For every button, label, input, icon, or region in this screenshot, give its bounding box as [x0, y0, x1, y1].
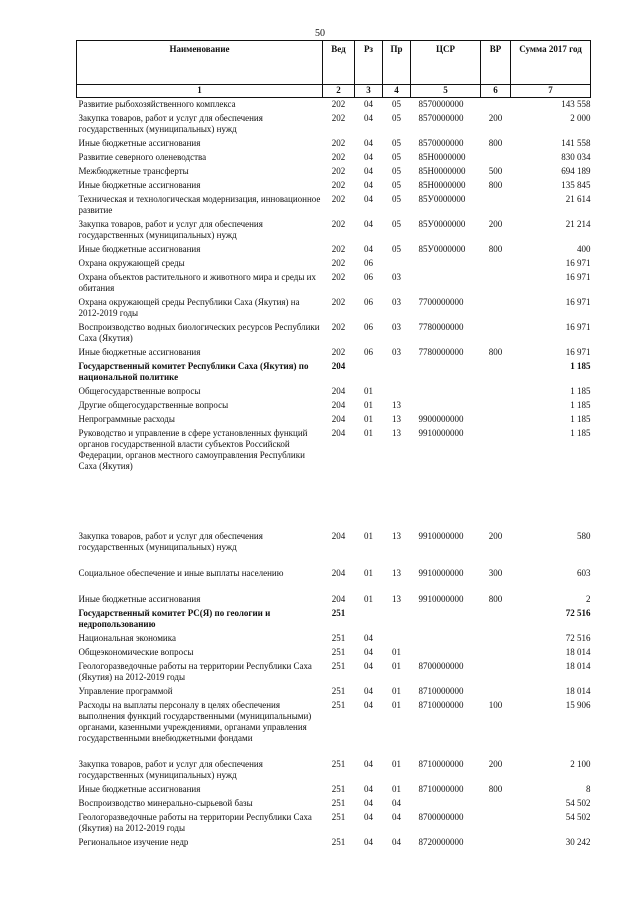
- row-vr: 100: [488, 700, 503, 710]
- row-name: Иные бюджетные ассигнования: [78, 244, 201, 254]
- table-row: [77, 427, 591, 530]
- table-row: [77, 836, 591, 850]
- row-vr: 200: [488, 219, 503, 229]
- row-rz: 04: [364, 138, 373, 148]
- row-csr: [411, 360, 481, 385]
- row-rz: 04: [364, 686, 373, 696]
- row-vr: [481, 685, 511, 699]
- row-sum: 54 502: [565, 798, 591, 808]
- row-ved: 202: [331, 244, 346, 254]
- row-pr: 01: [392, 700, 401, 710]
- budget-table: [76, 40, 591, 850]
- row-rz: 04: [364, 700, 373, 710]
- row-name: Иные бюджетные ассигнования: [78, 784, 201, 794]
- budget-table-container: [76, 40, 590, 850]
- table-row: [77, 530, 591, 567]
- row-vr: [481, 632, 511, 646]
- row-sum: 18 014: [565, 661, 591, 671]
- row-name: Закупка товаров, работ и услуг для обеспечения государственных (муниципальных) нужд: [78, 219, 263, 240]
- row-rz: 04: [364, 244, 373, 254]
- row-vr: 200: [488, 759, 503, 769]
- row-pr: [383, 257, 411, 271]
- row-name: Общегосударственные вопросы: [78, 386, 201, 396]
- row-vr: [481, 413, 511, 427]
- row-csr: 9910000000: [418, 594, 464, 604]
- row-ved: 251: [331, 837, 346, 847]
- row-ved: 204: [331, 568, 346, 578]
- row-rz: 04: [364, 219, 373, 229]
- row-csr: [411, 646, 481, 660]
- row-pr: 05: [392, 194, 401, 204]
- row-rz: 06: [364, 322, 373, 332]
- row-sum: 2 000: [570, 113, 591, 123]
- row-sum: 830 034: [561, 152, 591, 162]
- row-csr: 85Н0000000: [418, 152, 466, 162]
- row-sum: 21 614: [565, 194, 591, 204]
- table-row: [77, 567, 591, 593]
- row-rz: 04: [364, 647, 373, 657]
- row-sum: 143 558: [561, 99, 591, 109]
- row-pr: [383, 632, 411, 646]
- row-ved: 251: [331, 812, 346, 822]
- row-name: Развитие северного оленеводства: [78, 152, 207, 162]
- row-rz: 04: [364, 837, 373, 847]
- row-csr: 8710000000: [418, 759, 464, 769]
- table-row: [77, 413, 591, 427]
- row-csr: 8570000000: [418, 113, 464, 123]
- table-row: [77, 360, 591, 385]
- table-row: [77, 296, 591, 321]
- row-name: Иные бюджетные ассигнования: [78, 138, 201, 148]
- row-sum: 1 185: [570, 361, 591, 371]
- row-rz: 01: [364, 386, 373, 396]
- table-row: [77, 660, 591, 685]
- row-sum: 1 185: [570, 414, 591, 424]
- row-vr: 800: [488, 138, 503, 148]
- row-csr: 7780000000: [418, 322, 464, 332]
- row-ved: 204: [331, 428, 346, 438]
- row-ved: 202: [331, 272, 346, 282]
- row-sum: 8: [586, 784, 591, 794]
- row-vr: [481, 607, 511, 632]
- row-rz: 04: [364, 661, 373, 671]
- column-number: 1: [77, 85, 323, 98]
- row-ved: 251: [331, 759, 346, 769]
- row-name: Геологоразведочные работы на территории Республики Саха (Якутия) на 2012-2019 годы: [78, 661, 312, 682]
- header-csr: ЦСР: [411, 41, 481, 85]
- row-rz: [355, 360, 383, 385]
- row-name: Охрана окружающей среды: [78, 258, 185, 268]
- row-sum: 16 971: [565, 272, 591, 282]
- row-name: Геологоразведочные работы на территории Республики Саха (Якутия) на 2012-2019 годы: [78, 812, 312, 833]
- row-vr: [481, 360, 511, 385]
- row-pr: 13: [392, 594, 401, 604]
- row-rz: 04: [364, 194, 373, 204]
- row-rz: 06: [364, 258, 373, 268]
- column-number: 5: [411, 85, 481, 98]
- row-ved: 202: [331, 194, 346, 204]
- row-pr: 03: [392, 322, 401, 332]
- row-sum: 16 971: [565, 258, 591, 268]
- row-vr: [481, 385, 511, 399]
- row-ved: 251: [331, 661, 346, 671]
- row-ved: 202: [331, 166, 346, 176]
- row-ved: 202: [331, 297, 346, 307]
- row-name: Управление программой: [78, 686, 173, 696]
- row-pr: [383, 607, 411, 632]
- column-number-row: [77, 85, 591, 98]
- table-row: [77, 112, 591, 137]
- row-ved: 202: [331, 152, 346, 162]
- row-rz: 06: [364, 347, 373, 357]
- row-pr: 04: [392, 837, 401, 847]
- row-csr: 8710000000: [418, 700, 464, 710]
- row-vr: 200: [488, 113, 503, 123]
- row-name: Другие общегосударственные вопросы: [78, 400, 229, 410]
- row-csr: [411, 632, 481, 646]
- row-rz: 01: [364, 400, 373, 410]
- row-pr: 05: [392, 180, 401, 190]
- column-number: 7: [511, 85, 591, 98]
- row-sum: 54 502: [565, 812, 591, 822]
- row-csr: [411, 271, 481, 296]
- row-ved: 251: [331, 700, 346, 710]
- table-row: [77, 399, 591, 413]
- row-ved: 202: [331, 180, 346, 190]
- row-vr: [481, 399, 511, 413]
- row-pr: 05: [392, 166, 401, 176]
- row-sum: 30 242: [565, 837, 591, 847]
- row-pr: 05: [392, 152, 401, 162]
- row-ved: 202: [331, 347, 346, 357]
- row-sum: 72 516: [565, 608, 591, 618]
- row-rz: 04: [364, 633, 373, 643]
- table-row: [77, 151, 591, 165]
- row-csr: [411, 607, 481, 632]
- row-rz: 04: [364, 152, 373, 162]
- row-sum: 1 185: [570, 386, 591, 396]
- row-pr: 13: [392, 428, 401, 438]
- row-sum: 141 558: [561, 138, 591, 148]
- row-name: Государственный комитет РС(Я) по геологии и недропользованию: [78, 608, 271, 629]
- row-csr: 9900000000: [418, 414, 464, 424]
- row-ved: 251: [331, 608, 346, 618]
- row-sum: 16 971: [565, 322, 591, 332]
- table-row: [77, 758, 591, 783]
- row-pr: 05: [392, 99, 401, 109]
- table-row: [77, 797, 591, 811]
- row-sum: 16 971: [565, 297, 591, 307]
- row-vr: [481, 427, 511, 530]
- column-number: 4: [383, 85, 411, 98]
- column-number: 2: [323, 85, 355, 98]
- row-vr: 500: [488, 166, 503, 176]
- row-csr: 8710000000: [418, 686, 464, 696]
- row-vr: [481, 98, 511, 113]
- row-csr: [411, 399, 481, 413]
- row-vr: [481, 811, 511, 836]
- page-number: 50: [315, 28, 325, 39]
- table-row: [77, 699, 591, 758]
- row-name: Техническая и технологическая модернизация, инновационное развитие: [78, 194, 321, 215]
- row-ved: 204: [331, 400, 346, 410]
- row-name: Охрана объектов растительного и животного мира и среды их обитания: [78, 272, 316, 293]
- row-ved: 251: [331, 647, 346, 657]
- row-rz: 06: [364, 272, 373, 282]
- row-pr: 13: [392, 568, 401, 578]
- row-sum: 15 906: [565, 700, 591, 710]
- row-csr: 8570000000: [418, 138, 464, 148]
- table-row: [77, 193, 591, 218]
- row-name: Иные бюджетные ассигнования: [78, 347, 201, 357]
- row-rz: 04: [364, 166, 373, 176]
- row-csr: 9910000000: [418, 428, 464, 438]
- table-row: [77, 593, 591, 607]
- row-csr: 85У0000000: [418, 219, 466, 229]
- row-sum: 1 185: [570, 400, 591, 410]
- row-rz: 04: [364, 784, 373, 794]
- row-name: Закупка товаров, работ и услуг для обеспечения государственных (муниципальных) нужд: [78, 531, 263, 552]
- table-row: [77, 137, 591, 151]
- row-pr: [383, 360, 411, 385]
- row-vr: 800: [488, 347, 503, 357]
- row-vr: [481, 321, 511, 346]
- row-pr: [383, 385, 411, 399]
- row-name: Социальное обеспечение и иные выплаты населению: [78, 568, 284, 578]
- row-name: Непрограммные расходы: [78, 414, 175, 424]
- row-rz: [355, 607, 383, 632]
- row-sum: 18 014: [565, 686, 591, 696]
- row-ved: 202: [331, 138, 346, 148]
- row-rz: 04: [364, 812, 373, 822]
- row-ved: 251: [331, 784, 346, 794]
- row-rz: 01: [364, 428, 373, 438]
- row-sum: 2: [586, 594, 591, 604]
- header-rz: Рз: [355, 41, 383, 85]
- row-vr: 800: [488, 244, 503, 254]
- row-pr: 13: [392, 400, 401, 410]
- header-ved: Вед: [323, 41, 355, 85]
- row-vr: 800: [488, 784, 503, 794]
- row-name: Межбюджетные трансферты: [78, 166, 189, 176]
- row-ved: 251: [331, 798, 346, 808]
- row-rz: 01: [364, 568, 373, 578]
- row-csr: 8700000000: [418, 661, 464, 671]
- row-csr: 85У0000000: [418, 194, 466, 204]
- row-name: Иные бюджетные ассигнования: [78, 594, 201, 604]
- row-ved: 204: [331, 531, 346, 541]
- row-rz: 04: [364, 180, 373, 190]
- table-row: [77, 783, 591, 797]
- row-ved: 251: [331, 686, 346, 696]
- row-vr: [481, 271, 511, 296]
- row-pr: 01: [392, 759, 401, 769]
- row-csr: 9910000000: [418, 568, 464, 578]
- row-pr: 05: [392, 138, 401, 148]
- row-pr: 05: [392, 244, 401, 254]
- row-rz: 06: [364, 297, 373, 307]
- row-csr: 8710000000: [418, 784, 464, 794]
- table-row: [77, 243, 591, 257]
- row-sum: 135 845: [561, 180, 591, 190]
- row-pr: 05: [392, 219, 401, 229]
- table-row: [77, 179, 591, 193]
- row-name: Государственный комитет Республики Саха (Якутия) по национальной политике: [78, 361, 309, 382]
- row-name: Развитие рыбохозяйственного комплекса: [78, 99, 236, 109]
- row-pr: 01: [392, 686, 401, 696]
- row-name: Руководство и управление в сфере установленных функций органов государственной власти субъектов Российской Федерации, органов местного самоуправления Республики Саха (Якутия): [78, 428, 308, 471]
- row-pr: 04: [392, 812, 401, 822]
- row-vr: 300: [488, 568, 503, 578]
- row-csr: [411, 385, 481, 399]
- row-sum: 18 014: [565, 647, 591, 657]
- row-ved: 202: [331, 99, 346, 109]
- row-rz: 04: [364, 99, 373, 109]
- column-number: 6: [481, 85, 511, 98]
- row-csr: 7780000000: [418, 347, 464, 357]
- table-row: [77, 98, 591, 113]
- row-vr: [481, 296, 511, 321]
- row-pr: 03: [392, 272, 401, 282]
- table-row: [77, 257, 591, 271]
- row-vr: 800: [488, 594, 503, 604]
- row-name: Региональное изучение недр: [78, 837, 189, 847]
- row-sum: 400: [577, 244, 591, 254]
- row-csr: 85У0000000: [418, 244, 466, 254]
- row-vr: [481, 836, 511, 850]
- row-vr: [481, 193, 511, 218]
- row-csr: 8720000000: [418, 837, 464, 847]
- header-vr: ВР: [481, 41, 511, 85]
- table-body: [77, 98, 591, 851]
- row-vr: 200: [488, 531, 503, 541]
- row-sum: 21 214: [565, 219, 591, 229]
- row-ved: 202: [331, 219, 346, 229]
- row-csr: 85Н0000000: [418, 180, 466, 190]
- row-rz: 04: [364, 798, 373, 808]
- row-csr: [411, 257, 481, 271]
- row-rz: 01: [364, 414, 373, 424]
- row-rz: 01: [364, 594, 373, 604]
- row-csr: 8700000000: [418, 812, 464, 822]
- row-name: Закупка товаров, работ и услуг для обеспечения государственных (муниципальных) нужд: [78, 113, 263, 134]
- row-ved: 202: [331, 258, 346, 268]
- row-name: Иные бюджетные ассигнования: [78, 180, 201, 190]
- row-pr: 05: [392, 113, 401, 123]
- row-vr: [481, 151, 511, 165]
- row-name: Воспроизводство минерально-сырьевой базы: [78, 798, 253, 808]
- row-name: Охрана окружающей среды Республики Саха (Якутия) на 2012-2019 годы: [78, 297, 300, 318]
- row-ved: 204: [331, 361, 346, 371]
- header-sum: Сумма 2017 год: [511, 41, 591, 85]
- row-ved: 204: [331, 594, 346, 604]
- row-pr: 03: [392, 297, 401, 307]
- row-sum: 1 185: [570, 428, 591, 438]
- row-ved: 204: [331, 414, 346, 424]
- table-row: [77, 646, 591, 660]
- row-name: Закупка товаров, работ и услуг для обеспечения государственных (муниципальных) нужд: [78, 759, 263, 780]
- row-csr: 7700000000: [418, 297, 464, 307]
- table-row: [77, 385, 591, 399]
- row-rz: 04: [364, 759, 373, 769]
- row-sum: 580: [577, 531, 591, 541]
- row-sum: 72 516: [565, 633, 591, 643]
- row-sum: 694 189: [561, 166, 591, 176]
- table-row: [77, 321, 591, 346]
- row-sum: 16 971: [565, 347, 591, 357]
- row-pr: 01: [392, 784, 401, 794]
- row-ved: 202: [331, 322, 346, 332]
- table-row: [77, 271, 591, 296]
- row-name: Национальная экономика: [78, 633, 176, 643]
- row-pr: 13: [392, 414, 401, 424]
- row-name: Расходы на выплаты персоналу в целях обеспечения выполнения функций государственными (муниципальными) органами, казенными учреждениями, органами управления государственными внебюджетными фондами: [78, 700, 312, 743]
- row-ved: 204: [331, 386, 346, 396]
- row-csr: 8570000000: [418, 99, 464, 109]
- row-name: Воспроизводство водных биологических ресурсов Республики Саха (Якутия): [78, 322, 320, 343]
- row-sum: 603: [577, 568, 591, 578]
- row-csr: [411, 797, 481, 811]
- table-row: [77, 607, 591, 632]
- table-row: [77, 346, 591, 360]
- row-pr: 01: [392, 661, 401, 671]
- row-rz: 01: [364, 531, 373, 541]
- header-name: Наименование: [77, 41, 323, 85]
- column-number: 3: [355, 85, 383, 98]
- table-row: [77, 165, 591, 179]
- row-rz: 04: [364, 113, 373, 123]
- row-pr: 01: [392, 647, 401, 657]
- table-row: [77, 685, 591, 699]
- row-vr: [481, 257, 511, 271]
- row-ved: 251: [331, 633, 346, 643]
- row-pr: 13: [392, 531, 401, 541]
- row-pr: 04: [392, 798, 401, 808]
- row-ved: 202: [331, 113, 346, 123]
- row-vr: 800: [488, 180, 503, 190]
- row-csr: 85Н0000000: [418, 166, 466, 176]
- row-vr: [481, 660, 511, 685]
- row-sum: 2 100: [570, 759, 591, 769]
- table-row: [77, 218, 591, 243]
- row-vr: [481, 797, 511, 811]
- row-pr: 03: [392, 347, 401, 357]
- table-row: [77, 632, 591, 646]
- row-name: Общеэкономические вопросы: [78, 647, 194, 657]
- row-vr: [481, 646, 511, 660]
- table-row: [77, 811, 591, 836]
- header-pr: Пр: [383, 41, 411, 85]
- row-csr: 9910000000: [418, 531, 464, 541]
- table-header-row: [77, 41, 591, 85]
